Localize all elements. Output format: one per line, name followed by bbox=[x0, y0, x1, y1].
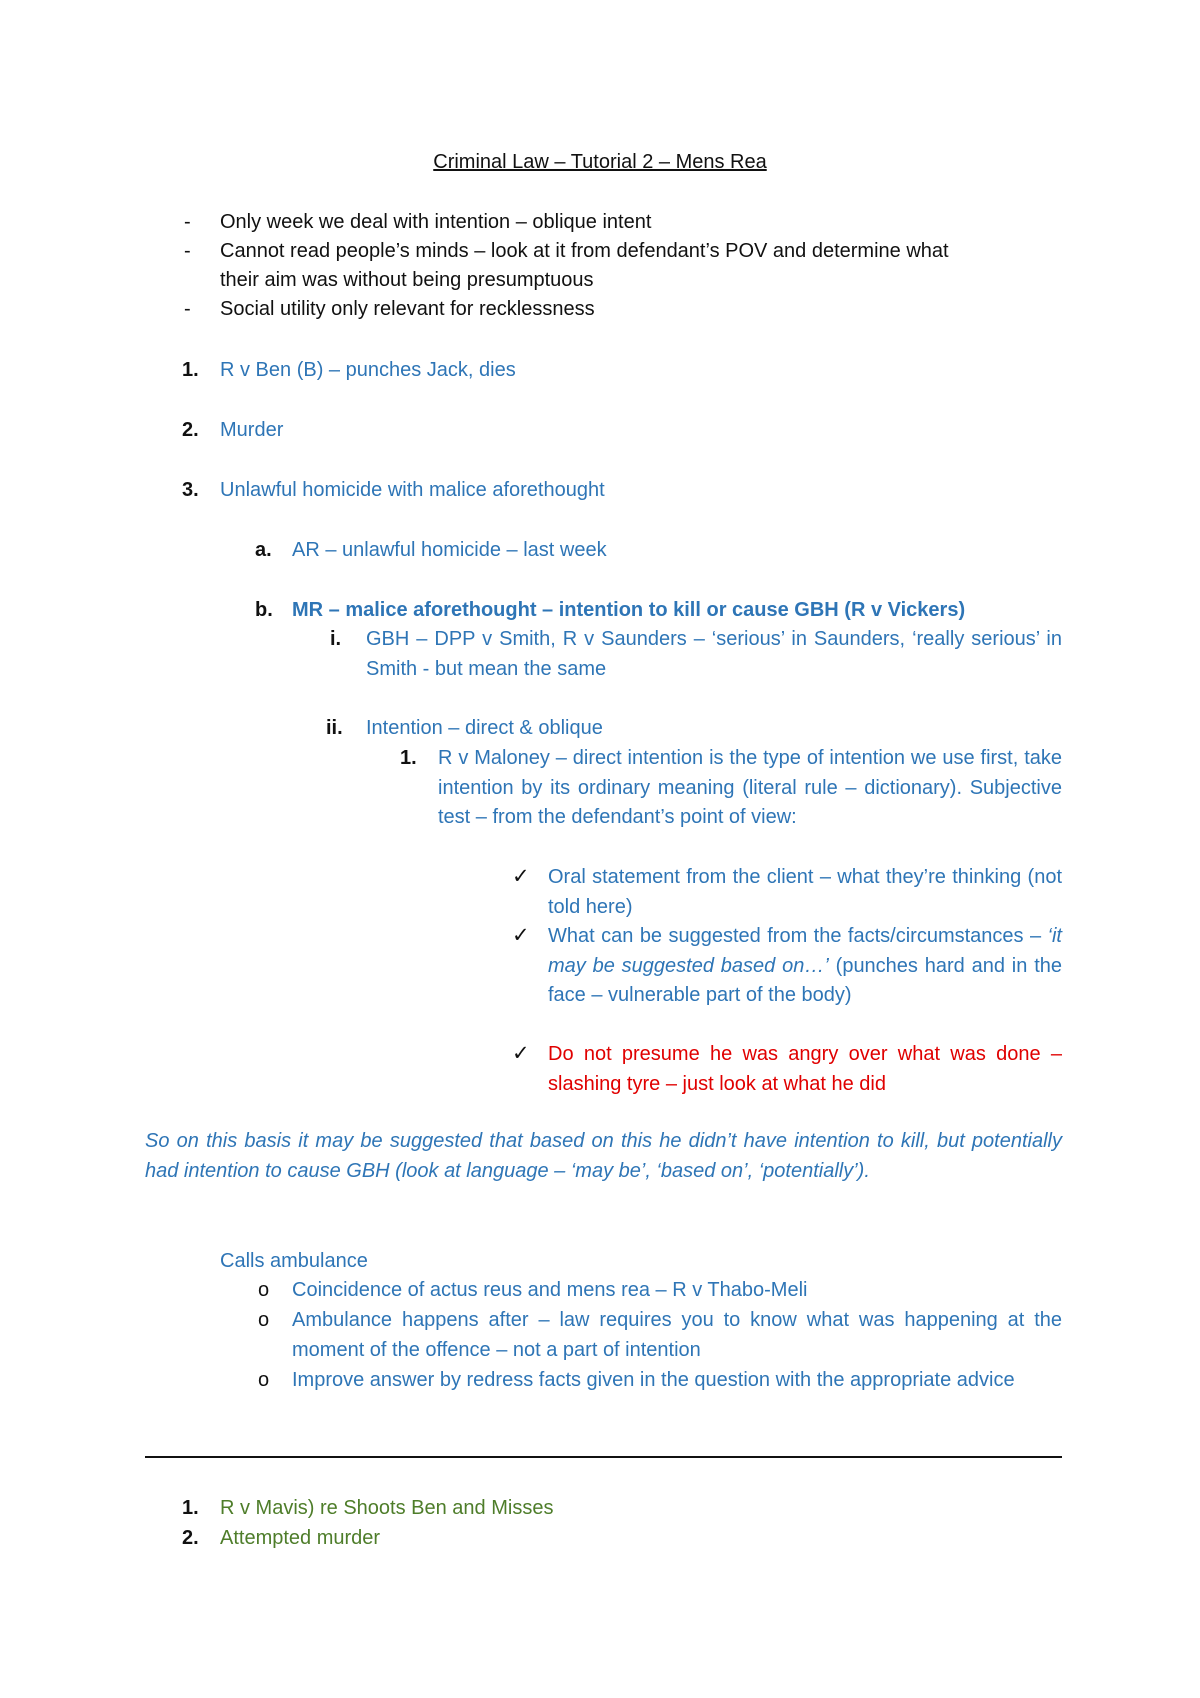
calls-item: Improve answer by redress facts given in the question with the appropriate advice bbox=[292, 1369, 1015, 1391]
question-3: Unlawful homicide with malice aforethought bbox=[220, 479, 605, 501]
list-roman: i. bbox=[330, 628, 342, 650]
list-roman: ii. bbox=[326, 717, 343, 739]
check-item-2 bbox=[548, 922, 1062, 1011]
point-b-ii: Intention – direct & oblique bbox=[366, 717, 603, 739]
list-number: 1. bbox=[400, 747, 417, 769]
intro-item: Only week we deal with intention – oblique intent bbox=[220, 211, 652, 233]
intro-item: Social utility only relevant for recklessness bbox=[220, 298, 595, 320]
section2-item-2: Attempted murder bbox=[220, 1527, 381, 1549]
bullet-marker: o bbox=[258, 1279, 270, 1301]
list-number: 2. bbox=[182, 1527, 199, 1549]
intro-item-continuation: their aim was without being presumptuous bbox=[220, 269, 594, 291]
horizontal-divider bbox=[145, 1456, 1062, 1458]
checkmark-icon: ✓ bbox=[512, 924, 530, 947]
page-title: Criminal Law – Tutorial 2 – Mens Rea bbox=[433, 151, 767, 173]
check-item-2-text: What can be suggested from the facts/circumstances – bbox=[548, 925, 1048, 947]
point-b-i: GBH – DPP v Smith, R v Saunders – ‘serious’ in Saunders, ‘really serious’ in Smith - but mean the same bbox=[366, 628, 1062, 680]
list-number: 2. bbox=[182, 419, 199, 441]
list-number: 3. bbox=[182, 479, 199, 501]
point-b-ii-1: R v Maloney – direct intention is the type of intention we use first, take intention by its ordinary meaning (literal rule – dictionary). Subjective test – from the defendant’s point of view: bbox=[438, 747, 1062, 828]
section2-item-1: R v Mavis) re Shoots Ben and Misses bbox=[220, 1497, 554, 1519]
check-item-2-quote: ‘it may be suggested based on…’ bbox=[548, 925, 1062, 977]
checkmark-icon: ✓ bbox=[512, 1042, 530, 1065]
check-item-2-rest: (punches hard and in the face – vulnerable part of the body) bbox=[548, 954, 1063, 1006]
checkmark-icon: ✓ bbox=[512, 865, 530, 888]
bullet-marker: o bbox=[258, 1309, 270, 1331]
list-letter: a. bbox=[255, 539, 272, 561]
dash-marker: - bbox=[184, 240, 191, 262]
point-a: AR – unlawful homicide – last week bbox=[292, 539, 607, 561]
list-letter: b. bbox=[255, 599, 273, 621]
dash-marker: - bbox=[184, 298, 191, 320]
intro-item: Cannot read people’s minds – look at it from defendant’s POV and determine what bbox=[220, 240, 949, 262]
bullet-marker: o bbox=[258, 1369, 270, 1391]
point-b: MR – malice aforethought – intention to kill or cause GBH (R v Vickers) bbox=[292, 599, 966, 621]
check-item-1: Oral statement from the client – what they’re thinking (not told here) bbox=[548, 866, 1062, 918]
question-2: Murder bbox=[220, 419, 284, 441]
calls-heading: Calls ambulance bbox=[220, 1250, 368, 1272]
check-item-3: Do not presume he was angry over what was done – slashing tyre – just look at what he did bbox=[548, 1043, 1062, 1095]
conclusion-paragraph: So on this basis it may be suggested that based on this he didn’t have intention to kill, but potentially had intention to cause GBH (look at language – ‘may be’, ‘based on’, ‘potentially’). bbox=[145, 1130, 1062, 1182]
list-number: 1. bbox=[182, 359, 199, 381]
calls-item: Coincidence of actus reus and mens rea – R v Thabo-Meli bbox=[292, 1279, 808, 1301]
list-number: 1. bbox=[182, 1497, 199, 1519]
dash-marker: - bbox=[184, 211, 191, 233]
question-1: R v Ben (B) – punches Jack, dies bbox=[220, 359, 516, 381]
calls-item: Ambulance happens after – law requires you to know what was happening at the moment of the offence – not a part of intention bbox=[292, 1309, 1062, 1361]
